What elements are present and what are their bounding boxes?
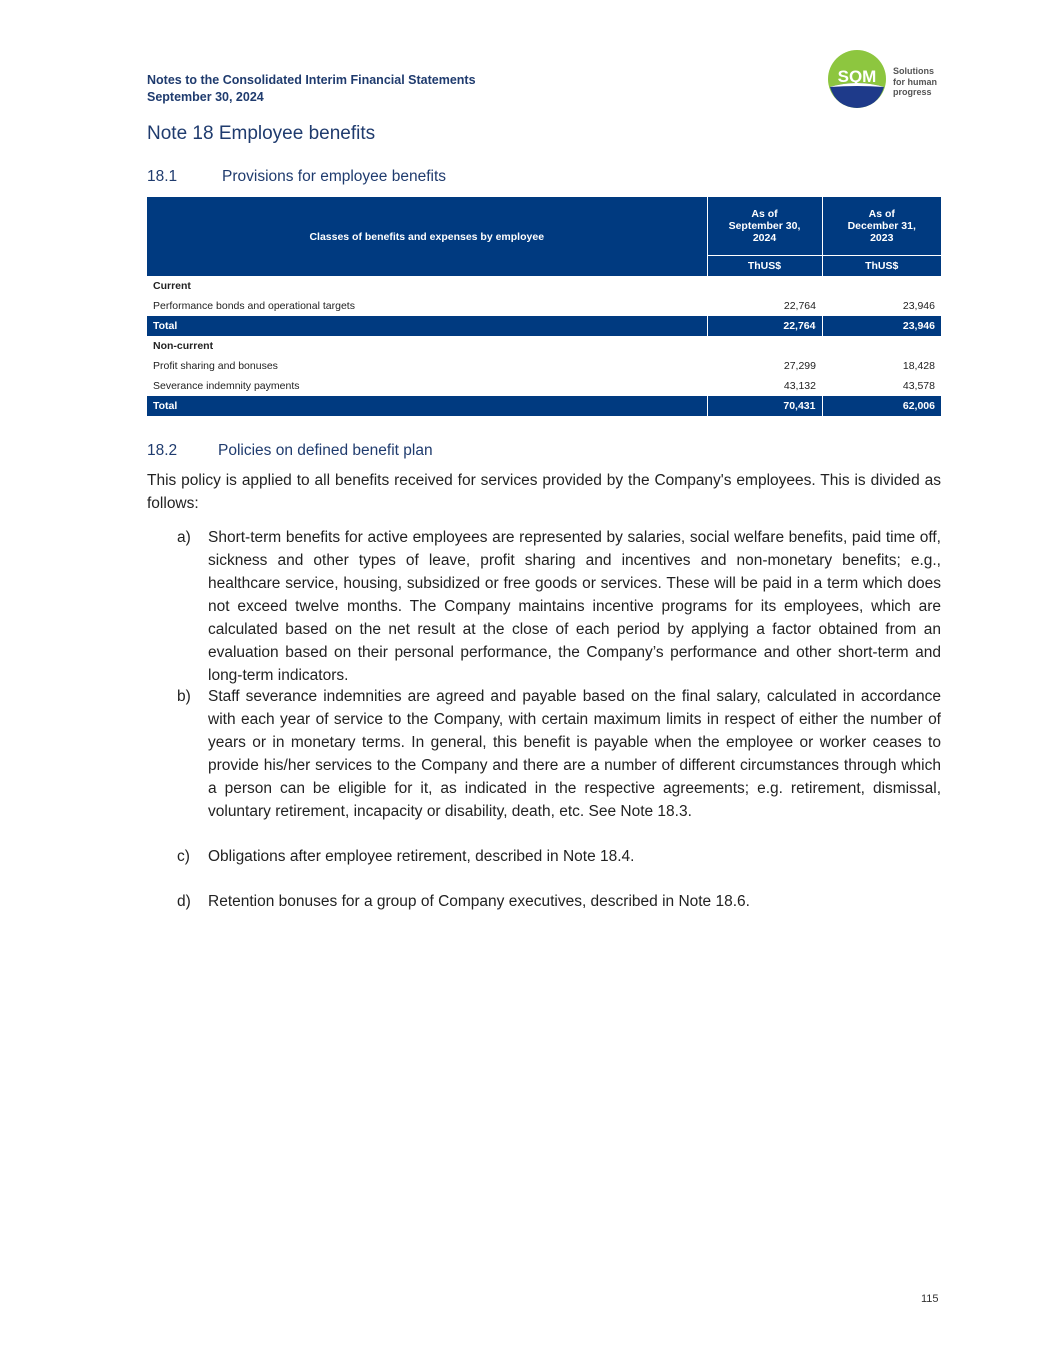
intro-paragraph: This policy is applied to all benefits received for services provided by the Company's employees. This is divided as follows: — [147, 472, 941, 512]
logo-tagline-line: for human — [893, 76, 937, 87]
row-label: Profit sharing and bonuses — [153, 360, 278, 372]
page-number: 115 — [921, 1293, 939, 1305]
row-value: 18,428 — [902, 360, 935, 372]
total-label: Total — [147, 316, 707, 336]
unit-label: ThUS$ — [822, 256, 941, 277]
table-header-row — [147, 197, 941, 256]
row-value: 43,132 — [783, 380, 816, 392]
section-title: Policies on defined benefit plan — [218, 442, 433, 459]
unit-label: ThUS$ — [707, 256, 822, 277]
list-item — [177, 890, 941, 913]
list-item-text: Obligations after employee retirement, described in Note 18.4. — [208, 848, 635, 865]
list-item-label: c) — [177, 848, 190, 865]
section-heading-18-1 — [147, 168, 446, 186]
row-value: 27,299 — [783, 360, 816, 372]
list-item-label: a) — [177, 529, 191, 546]
logo-tagline — [893, 66, 937, 98]
row-label: Performance bonds and operational targets — [153, 300, 355, 312]
total-value: 22,764 — [707, 316, 822, 336]
total-row — [147, 396, 941, 416]
section-number: 18.1 — [147, 168, 178, 185]
header-text: 2024 — [752, 232, 777, 244]
table-row — [147, 376, 941, 396]
group-label-current: Current — [153, 280, 191, 292]
header-text: 2023 — [870, 232, 894, 244]
column-header-dec-2023 — [822, 197, 941, 256]
table-row — [147, 296, 941, 316]
total-value: 23,946 — [822, 316, 941, 336]
total-label: Total — [147, 396, 707, 416]
logo-tagline-line: Solutions — [893, 66, 934, 76]
list-item-label: d) — [177, 893, 191, 910]
header-text: December 31, — [847, 220, 916, 232]
logo-tagline-line: progress — [893, 87, 932, 97]
column-header-sep-2024 — [707, 197, 822, 256]
group-label-noncurrent: Non-current — [153, 340, 214, 352]
employee-benefits-table — [147, 197, 941, 416]
header-line-2: September 30, 2024 — [147, 90, 264, 104]
document-header — [147, 72, 476, 106]
table-row — [147, 356, 941, 376]
logo-wordmark: SQM — [837, 67, 877, 86]
header-text: September 30, — [728, 220, 801, 232]
list-item-text: Short-term benefits for active employees are represented by salaries, social welfare benefits, paid time off, sickness and other types of leave, profit sharing and incentives and non-monetary benefits; e.g., healthcare service, housing, subsidized or free goods or services. These will be paid in a term which does not exceed twelve months. The Company maintains incentive programs for its employees, which are calculated based on the net result at the close of each period by applying a factor obtained from an evaluation based on their personal performance, the Company’s performance and other short-term and long-term indicators. — [208, 529, 941, 684]
list-item — [177, 845, 941, 868]
row-label: Severance indemnity payments — [153, 380, 300, 392]
table-row — [147, 276, 941, 296]
row-value: 43,578 — [902, 380, 935, 392]
list-item — [177, 526, 941, 687]
row-value: 22,764 — [783, 300, 816, 312]
total-value: 70,431 — [707, 396, 822, 416]
table-row — [147, 336, 941, 356]
row-value: 23,946 — [902, 300, 935, 312]
total-value: 62,006 — [822, 396, 941, 416]
note-title: Note 18 Employee benefits — [147, 123, 376, 144]
total-row — [147, 316, 941, 336]
list-item — [177, 685, 941, 823]
section-number: 18.2 — [147, 442, 178, 459]
section-title: Provisions for employee benefits — [222, 168, 447, 185]
header-line-1: Notes to the Consolidated Interim Financial Statements — [147, 73, 476, 87]
list-item-text: Retention bonuses for a group of Company executives, described in Note 18.6. — [208, 893, 750, 910]
column-header-classes: Classes of benefits and expenses by employee — [147, 197, 707, 276]
list-item-label: b) — [177, 688, 191, 705]
header-text: As of — [868, 208, 895, 220]
header-text: As of — [751, 208, 778, 220]
section-heading-18-2 — [147, 442, 433, 460]
list-item-text: Staff severance indemnities are agreed and payable based on the final salary, calculated in accordance with each year of service to the Company, with certain maximum limits in respect of either the number of years or in monetary terms. In general, this benefit is payable when the employee or worker ceases to provide his/her services to the Company and there are a number of different circumstances through which a person can be eligible for it, as indicated in the respective agreements; e.g. retirement, dismissal, voluntary retirement, incapacity or disability, death, etc. See Note 18.3. — [208, 688, 941, 820]
